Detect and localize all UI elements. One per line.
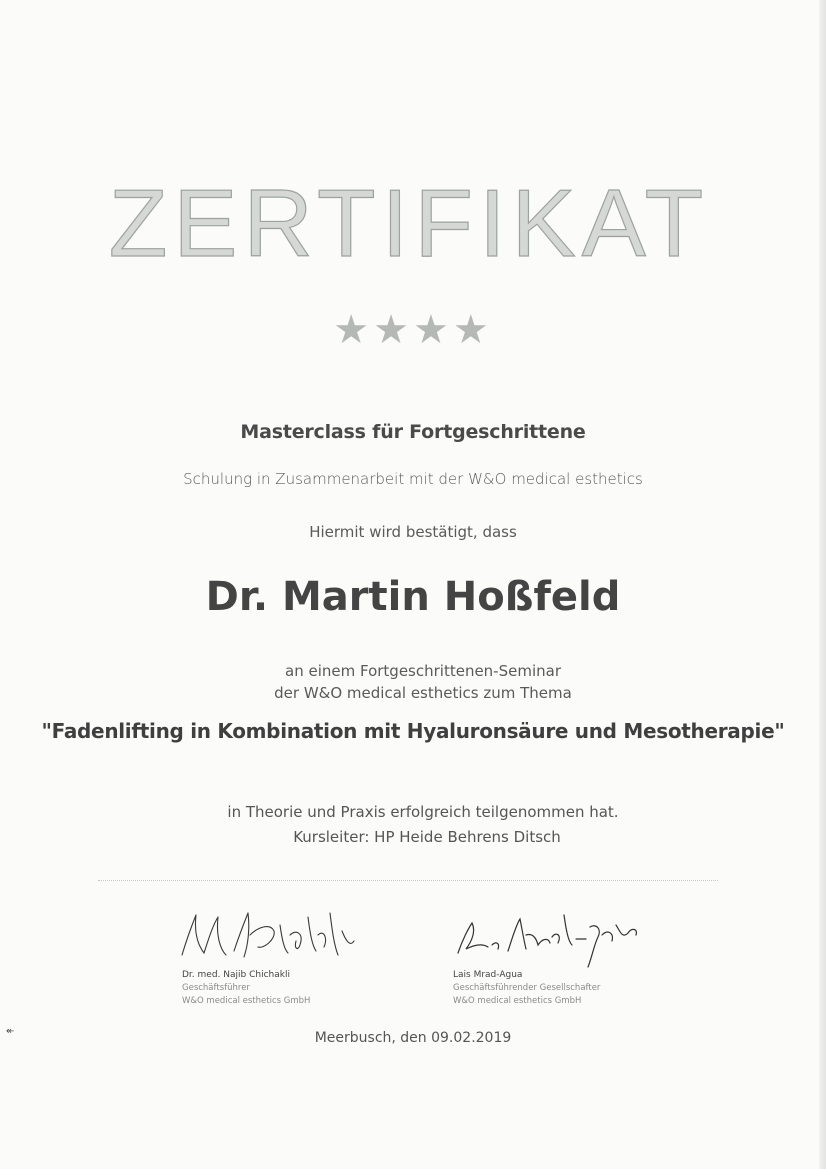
signer-right-name: Lais Mrad-Agua	[453, 970, 523, 980]
signer-left-name: Dr. med. Najib Chichakli	[182, 970, 290, 980]
signature-left-image	[178, 905, 358, 965]
signer-right-company: W&O medical esthetics GmbH	[453, 996, 582, 1006]
seminar-line-2: der W&O medical esthetics zum Thema	[274, 684, 572, 702]
cooperation-text: Schulung in Zusammenarbeit mit der W&O medical esthetics	[183, 470, 643, 488]
signer-right-role: Geschäftsführender Gesellschafter	[453, 983, 601, 993]
place-and-date: Meerbusch, den 09.02.2019	[314, 1030, 512, 1046]
seminar-topic: "Fadenlifting in Kombination mit Hyaluronsäure und Mesotherapie"	[41, 719, 785, 743]
course-title: Masterclass für Fortgeschrittene	[240, 421, 586, 443]
star-rating: ★★★★	[333, 307, 493, 353]
signer-left-company: W&O medical esthetics GmbH	[182, 996, 311, 1006]
signer-left-role: Geschäftsführer	[182, 983, 250, 993]
confirmation-text: Hiermit wird bestätigt, dass	[309, 523, 517, 541]
signature-right-image	[452, 905, 642, 971]
seminar-line-1: an einem Fortgeschrittenen-Seminar	[285, 662, 561, 680]
participation-text: in Theorie und Praxis erfolgreich teilgenommen hat.	[227, 803, 619, 821]
divider	[98, 880, 718, 881]
signature-right	[452, 905, 642, 971]
course-leader: Kursleiter: HP Heide Behrens Ditsch	[293, 828, 561, 846]
certificate-title: ZERTIFIKAT	[108, 170, 710, 277]
recipient-name: Dr. Martin Hoßfeld	[205, 574, 621, 620]
signature-left	[178, 905, 358, 965]
scan-mark: ↞	[6, 1026, 15, 1037]
